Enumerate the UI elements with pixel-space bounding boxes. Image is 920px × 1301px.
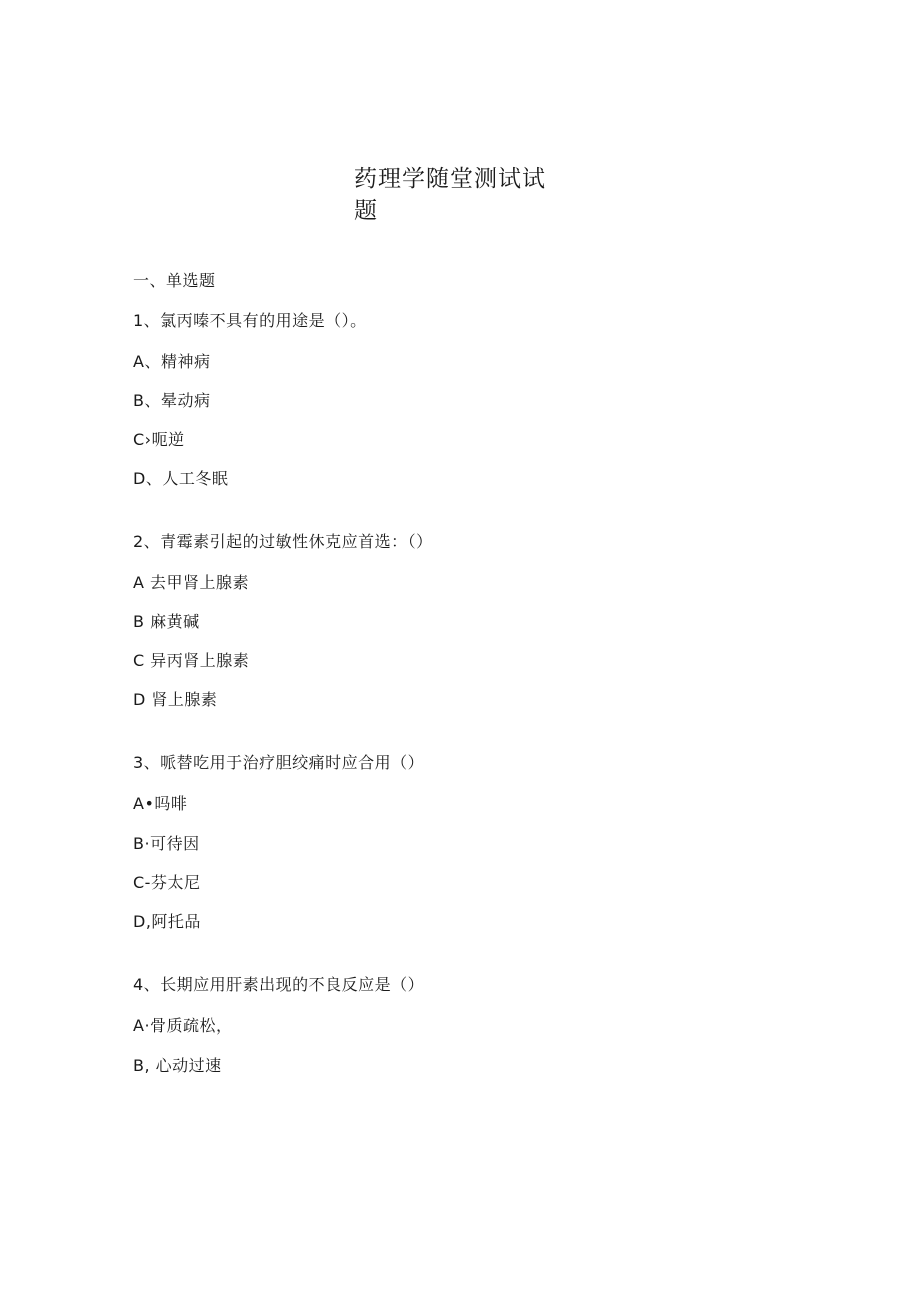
question-3-option-b: B·可待因 (133, 834, 200, 853)
question-1-option-c: C›呃逆 (133, 430, 185, 449)
question-1-stem: 1、氯丙嗪不具有的用途是（）。 (133, 311, 367, 330)
title-line-2: 题 (354, 198, 378, 224)
question-3-option-d: D,阿托品 (133, 912, 201, 931)
section-heading: 一、单选题 (133, 271, 216, 290)
question-4-option-a: A·骨质疏松， (133, 1016, 233, 1035)
title-line-1: 药理学随堂测试试 (354, 166, 546, 192)
question-2-stem: 2、青霉素引起的过敏性休克应首选：（） (133, 532, 433, 551)
question-3-stem: 3、哌替吃用于治疗胆绞痛时应合用（） (133, 753, 425, 772)
document-title (354, 163, 554, 227)
question-2-option-b: B 麻黄碱 (133, 612, 200, 631)
question-2-option-d: D 肾上腺素 (133, 690, 218, 709)
question-1-option-a: A、精神病 (133, 352, 211, 371)
question-3-option-a: A•吗啡 (133, 794, 188, 813)
question-2-option-a: A 去甲肾上腺素 (133, 573, 250, 592)
question-2-option-c: C 异丙肾上腺素 (133, 651, 250, 670)
question-1-option-b: B、晕动病 (133, 391, 211, 410)
question-4-option-b: B, 心动过速 (133, 1056, 222, 1075)
question-3-option-c: C-芬太尼 (133, 873, 201, 892)
question-1-option-d: D、人工冬眠 (133, 469, 229, 488)
question-4-stem: 4、长期应用肝素出现的不良反应是（） (133, 975, 425, 994)
